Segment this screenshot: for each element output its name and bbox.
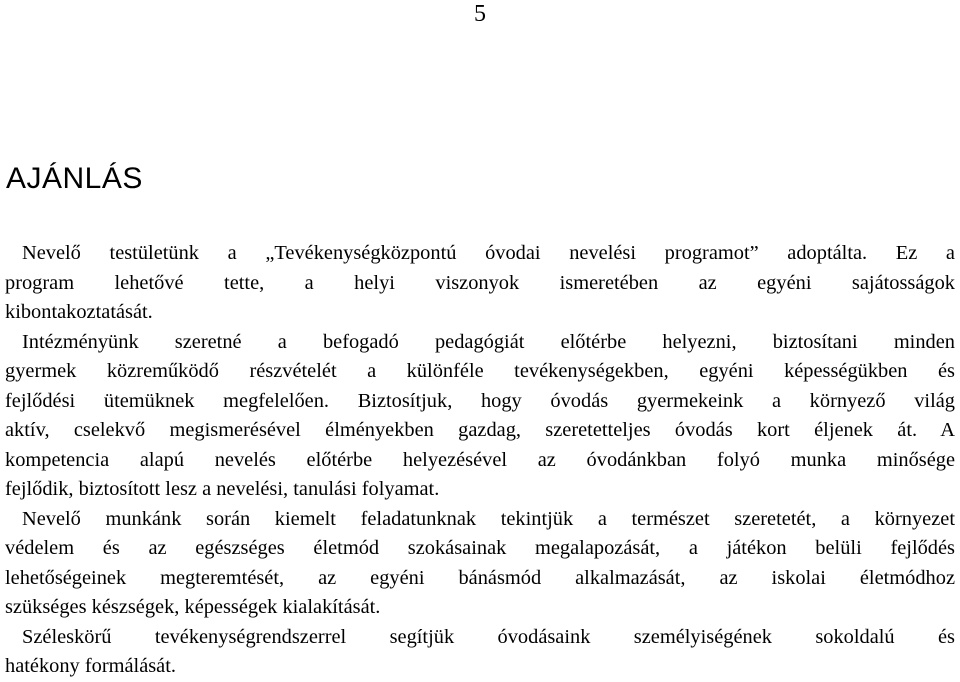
paragraph [5,239,955,328]
text-line: program lehetővé tette, a helyi viszonyok ismeretében az egyéni sajátosságok [5,271,955,294]
paragraph [5,623,955,682]
text-line: fejlődik, biztosított lesz a nevelési, tanulási folyamat. [5,478,440,500]
text-line: védelem és az egészséges életmód szokásainak megalapozását, a játékon belüli fejlődés [5,537,955,559]
text-line: Nevelő testületünk a „Tevékenységközpontú óvodai nevelési programot” adoptálta. Ez a [22,242,955,264]
page-number: 5 [474,1,486,27]
text-line: Nevelő munkánk során kiemelt feladatunknak tekintjük a természet szeretetét, a környezet [22,507,955,530]
text-line: gyermek közreműködő részvételét a különféle tevékenységekben, egyéni képességükben és [5,360,955,382]
paragraph [5,328,955,505]
text-line: aktív, cselekvő megismerésével élményekben gazdag, szeretetteljes óvodás kort éljenek át. A [5,419,955,441]
document-body [5,239,955,682]
section-title: AJÁNLÁS [6,162,143,195]
text-line: Széleskörű tevékenységrendszerrel segítjük óvodásaink személyiségének sokoldalú és [22,625,955,648]
text-line: szükséges készségek, képességek kialakítását. [5,596,381,618]
text-line: Intézményünk szeretné a befogadó pedagógiát előtérbe helyezni, biztosítani minden [22,330,955,353]
text-line: fejlődési ütemüknek megfelelően. Biztosítjuk, hogy óvodás gyermekeink a környező világ [5,389,955,412]
paragraph [5,505,955,623]
text-line: hatékony formálását. [5,655,176,677]
text-line: lehetőségeinek megteremtését, az egyéni bánásmód alkalmazását, az iskolai életmódhoz [5,566,955,589]
text-line: kibontakoztatását. [5,301,153,323]
text-line: kompetencia alapú nevelés előtérbe helyezésével az óvodánkban folyó munka minősége [5,448,955,471]
